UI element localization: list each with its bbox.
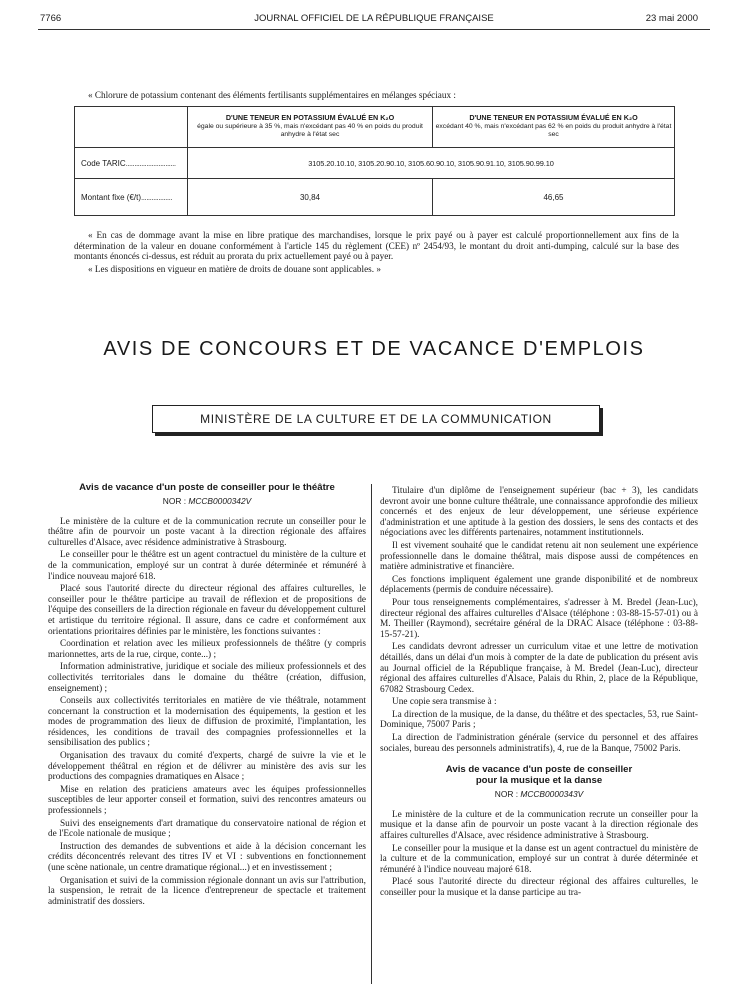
nor-label: NOR :: [494, 789, 519, 800]
note-paragraph: « Les dispositions en vigueur en matière de droits de douane sont applicables. »: [88, 263, 381, 274]
taric-codes: 3105.20.10.10, 3105.20.90.10, 3105.60.90.10, 3105.90.91.10, 3105.90.99.10: [188, 148, 675, 179]
table-row: [75, 179, 675, 216]
table-header-row: [75, 107, 675, 148]
body-paragraph: Titulaire d'un diplôme de l'enseignement supérieur (bac + 3), les candidats devront avoir une bonne culture théâtrale, une connaissance approfondie des milieux concernés et des enjeux de leur développement, une sérieuse expérience d'administration et une aptitude à la gestion des dossiers, le sens des contacts et des négociations avec les différents partenaires, notamment institutionnels.: [380, 486, 698, 539]
heading-line: pour la musique et la danse: [475, 775, 603, 787]
body-paragraph: Conseils aux collectivités territoriales en matière de vie théâtrale, notamment concernant la construction et la modernisation des équipements, la gestion et les modes de programmation des lieux de diffusion de proximité, l'implantation, les résidences, les conditions de travail des compagnies professionnelles et la sensibilisation des publics ;: [48, 696, 366, 749]
nor-code: MCCB0000343V: [520, 789, 584, 800]
intro-text: « Chlorure de potassium contenant des éléments fertilisants supplémentaires en mélanges spéciaux :: [88, 90, 456, 100]
table-col1-header: [188, 107, 433, 148]
body-paragraph: Le conseiller pour le théâtre est un agent contractuel du ministère de la culture et de la communication, employé sur un contrat à durée déterminée et rémunéré à l'indice nouveau majoré 618.: [48, 550, 366, 582]
left-column: [48, 482, 366, 909]
col1-subtitle: égale ou supérieure à 35 %, mais n'excédant pas 40 % en poids du produit anhydre à l'état sec: [197, 122, 423, 139]
issue-date: 23 mai 2000: [645, 13, 698, 24]
vacancy-heading-music: [380, 764, 698, 786]
body-paragraph: Organisation des travaux du comité d'experts, chargé de suivre la vie et le développement théâtral en région et de délivrer au ministère des avis sur les productions des compagnies dramatiques en Alsace ;: [48, 751, 366, 783]
body-paragraph: Il est vivement souhaité que le candidat retenu ait non seulement une expérience professionnelle dans le domaine théâtral, mais dispose aussi de compétences en matière administrative et financière.: [380, 540, 698, 573]
body-paragraph: Placé sous l'autorité directe du directeur régional des affaires culturelles, le conseiller pour le théâtre participe au travail de réflexion et de propositions de l'équipe des conseillers de la direction régionale en faveur du développement culturel et artistique du territoire régional. Il assure, dans ce cadre et conformément aux orientations prioritaires définies par le ministère, les fonctions suivantes :: [48, 584, 366, 637]
journal-title: JOURNAL OFFICIEL DE LA RÉPUBLIQUE FRANÇAISE: [254, 13, 494, 24]
notes-block: [74, 230, 679, 274]
body-paragraph: La direction de l'administration générale (service du personnel et des affaires sociales, bureau des personnels administratifs), 4, rue de la Banque, 75002 Paris.: [380, 733, 698, 754]
body-paragraph: Le ministère de la culture et de la communication recrute un conseiller pour le théâtre afin de pourvoir un poste vacant à la direction régionale des affaires culturelles d'Alsace, avec résidence administrative à Strasbourg.: [48, 516, 366, 548]
taric-leader-dots: .............................: [125, 158, 176, 168]
tariff-table: [74, 106, 675, 216]
ministry-box: MINISTÈRE DE LA CULTURE ET DE LA COMMUNICATION: [152, 405, 600, 433]
heading-line: Avis de vacance d'un poste de conseiller: [445, 764, 633, 776]
section-title: AVIS DE CONCOURS ET DE VACANCE D'EMPLOIS: [103, 338, 645, 360]
taric-label-cell: [75, 148, 188, 179]
col2-title: D'UNE TENEUR EN POTASSIUM ÉVALUÉ EN K₂O: [469, 113, 638, 123]
montant-value-1: 30,84: [188, 179, 433, 216]
column-divider: [371, 484, 372, 984]
col2-subtitle: excédant 40 %, mais n'excédant pas 62 % en poids du produit anhydre à l'état sec: [435, 122, 672, 139]
nor-reference: [380, 789, 698, 800]
body-paragraph: Instruction des demandes de subventions et aide à la décision concernant les crédits déconcentrés relevant des titres IV et VI : subventions en fonctionnement (une scène nationale, un centre dramatique régional...) et en investissement ;: [48, 841, 366, 873]
body-paragraph: Pour tous renseignements complémentaires, s'adresser à M. Bredel (Jean-Luc), directeur régional des affaires culturelles d'Alsace (téléphone : 03-88-15-57-01) ou à M. Theiller (Raymond), secrétaire général de la DRAC Alsace (téléphone : 03-88-15-57-21).: [380, 597, 698, 640]
right-column: [380, 486, 698, 901]
body-paragraph: Les candidats devront adresser un curriculum vitae et une lettre de motivation détaillés, dans un délai d'un mois à compter de la date de publication du présent avis au Journal officiel de la République française, à M. Bredel (Jean-Luc), directeur régional des affaires culturelles d'Alsace, Palais du Rhin, 2, place de la République, 67082 Strasbourg Cedex.: [380, 642, 698, 695]
nor-label: NOR :: [162, 496, 187, 506]
montant-value-2: 46,65: [433, 179, 675, 216]
table-col2-header: [433, 107, 675, 148]
col1-title: D'UNE TENEUR EN POTASSIUM ÉVALUÉ EN K₂O: [225, 113, 395, 123]
body-paragraph: Le ministère de la culture et de la communication recrute un conseiller pour la musique et la danse afin de pourvoir un poste vacant à la direction régionale des affaires culturelles d'Alsace, avec résidence administrative à Strasbourg.: [380, 809, 698, 842]
montant-leader-dots: ..................: [141, 192, 173, 202]
body-paragraph: Ces fonctions impliquent également une grande disponibilité et de nombreux déplacements (permis de conduire nécessaire).: [380, 574, 698, 596]
nor-code: MCCB0000342V: [188, 496, 252, 506]
page-number: 7766: [40, 13, 62, 24]
spacer: [380, 756, 698, 764]
montant-label: Montant fixe (€/t): [81, 192, 142, 202]
nor-reference: [48, 496, 366, 507]
body-paragraph: Une copie sera transmise à :: [392, 697, 497, 708]
header-rule: [38, 29, 710, 30]
body-paragraph: Information administrative, juridique et sociale des milieux professionnels et des collectivités territoriales dans le domaine du théâtre (création, diffusion, enseignement) ;: [48, 662, 366, 694]
taric-label: Code TARIC: [81, 158, 126, 168]
body-paragraph: Suivi des enseignements d'art dramatique du conservatoire national de région et de l'Ecole nationale de musique ;: [48, 818, 366, 840]
montant-label-cell: [75, 179, 188, 216]
body-paragraph: Mise en relation des praticiens amateurs avec les équipes professionnelles susceptibles de leur apporter conseil et formation, suivi des rencontres amateurs ou professionnels ;: [48, 784, 366, 817]
body-paragraph: Organisation et suivi de la commission régionale donnant un avis sur l'attribution, la suspension, le retrait de la licence d'entrepreneur de spectacle et traitement administratif des dossiers.: [48, 875, 366, 907]
note-paragraph: « En cas de dommage avant la mise en libre pratique des marchandises, lorsque le prix payé ou à payer est calculé proportionnellement aux fins de la détermination de la valeur en douane conformément à l'article 145 du règlement (CEE) nº 2454/93, le montant du droit anti-dumping, calculé sur la base des montants énoncés ci-dessus, est réduit au prorata du prix actuellement payé ou à payer.: [74, 230, 679, 261]
table-row: [75, 148, 675, 179]
body-paragraph: Placé sous l'autorité directe du directeur régional des affaires culturelles, le conseiller pour la musique et la danse participe au tra-: [380, 877, 698, 898]
table-corner-cell: [75, 107, 188, 148]
body-paragraph: Le conseiller pour la musique et la danse est un agent contractuel du ministère de la culture et de la communication, employé sur un contrat à durée déterminée et rémunéré à l'indice nouveau majoré 618.: [380, 843, 698, 875]
vacancy-heading-theatre: Avis de vacance d'un poste de conseiller pour le théâtre: [79, 482, 335, 493]
page-header: [0, 13, 748, 29]
body-paragraph: La direction de la musique, de la danse, du théâtre et des spectacles, 53, rue Saint-Dominique, 75007 Paris ;: [380, 709, 698, 731]
body-paragraph: Coordination et relation avec les milieux professionnels de théâtre (y compris marionnettes, arts de la rue, cirque, conte...) ;: [48, 639, 366, 660]
